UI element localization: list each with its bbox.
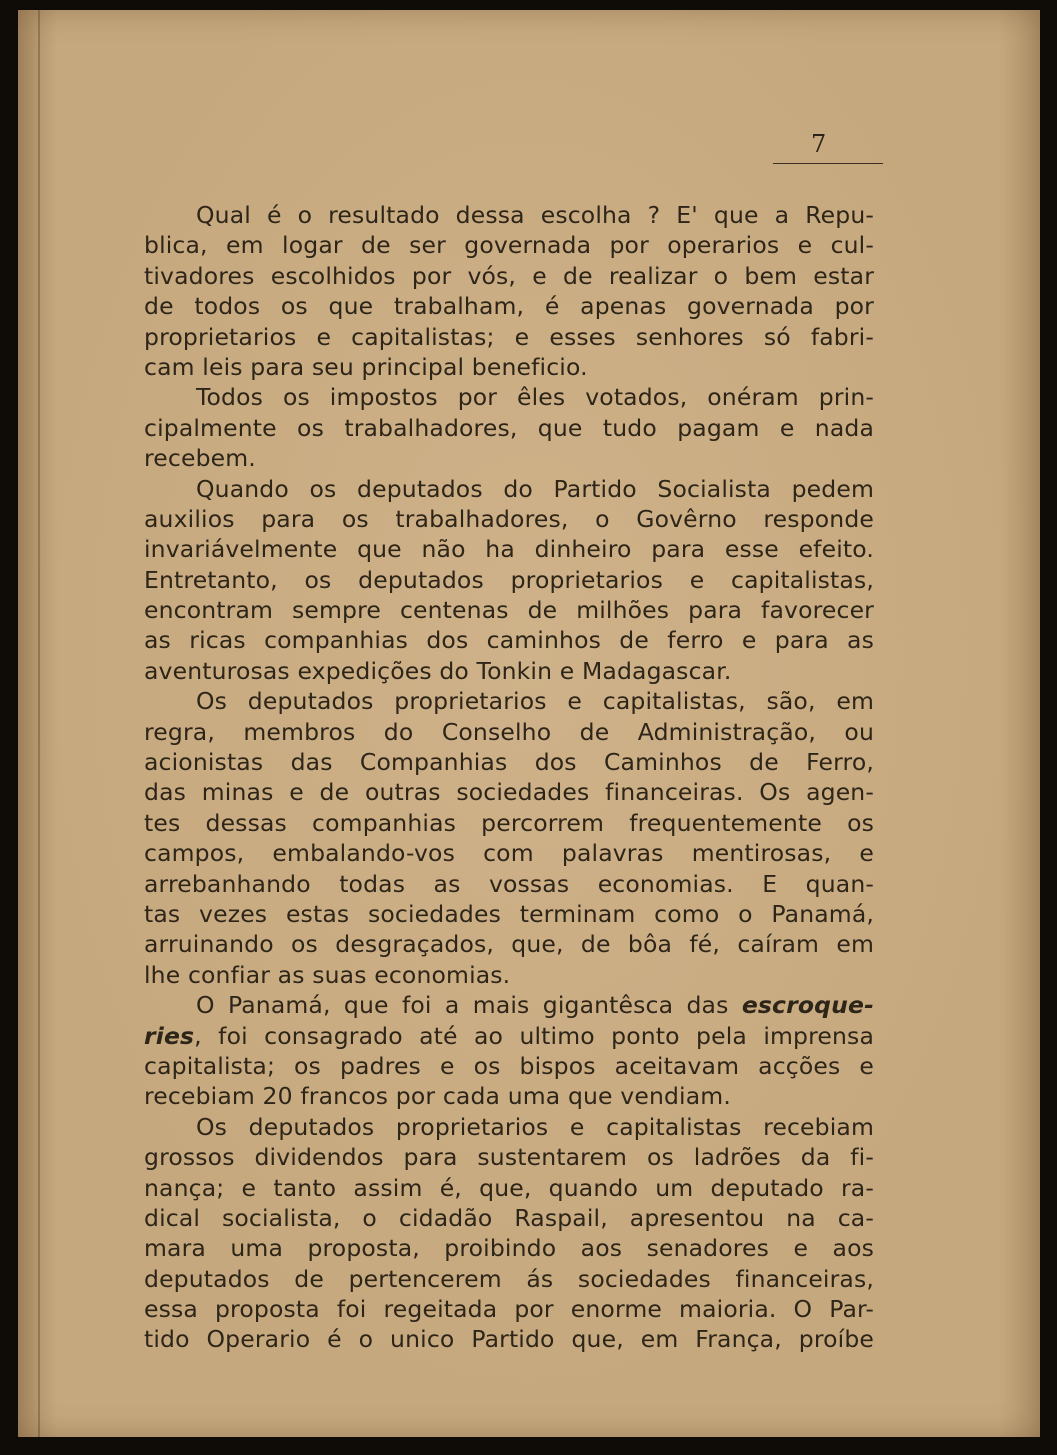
text-line-content: Os deputados proprietarios e capitalistas, são, em xyxy=(196,687,874,716)
text-line-content: , foi consagrado até ao ultimo ponto pela imprensa xyxy=(194,1021,874,1050)
text-line xyxy=(144,686,874,716)
text-line xyxy=(144,200,874,230)
text-line xyxy=(144,1021,874,1051)
text-line-content: encontram sempre centenas de milhões para favorecer xyxy=(144,596,874,625)
text-line xyxy=(144,1294,874,1324)
text-line-content: cipalmente os trabalhadores, que tudo pagam e nada xyxy=(144,413,874,442)
text-line-content: invariávelmente que não ha dinheiro para esse efeito. xyxy=(144,535,874,564)
binding-edge xyxy=(38,10,40,1437)
text-line-content: deputados de pertencerem ás sociedades financeiras, xyxy=(144,1264,874,1293)
text-line-content: aventurosas expedições do Tonkin e Madagascar. xyxy=(144,656,732,685)
text-line xyxy=(144,322,874,352)
text-line xyxy=(144,990,874,1020)
text-line xyxy=(144,291,874,321)
text-line-content: Qual é o resultado dessa escolha ? E' que a Repu- xyxy=(196,201,874,229)
text-line-content: mara uma proposta, proibindo aos senadores e aos xyxy=(144,1234,874,1263)
text-line xyxy=(144,1081,874,1111)
text-line-content: blica, em logar de ser governada por operarios e cul- xyxy=(144,231,874,260)
text-line xyxy=(144,838,874,868)
body-text xyxy=(144,200,874,1355)
text-line-content: de todos os que trabalham, é apenas governada por xyxy=(144,292,874,321)
page-number-rule xyxy=(773,163,883,164)
text-line xyxy=(144,717,874,747)
text-line xyxy=(144,1173,874,1203)
text-line xyxy=(144,899,874,929)
text-line xyxy=(144,504,874,534)
text-line xyxy=(144,595,874,625)
book-page xyxy=(18,10,1040,1437)
text-line-content: Entretanto, os deputados proprietarios e capitalistas, xyxy=(144,565,874,594)
text-line-content: grossos dividendos para sustentarem os ladrões da fi- xyxy=(144,1143,874,1172)
text-line-content: Os deputados proprietarios e capitalistas recebiam xyxy=(196,1112,874,1141)
text-line-content: recebiam 20 francos por cada uma que vendiam. xyxy=(144,1082,731,1111)
text-line-content: tes dessas companhias percorrem frequentemente os xyxy=(144,808,874,837)
text-line-content: as ricas companhias dos caminhos de ferro e para as xyxy=(144,626,874,655)
text-line xyxy=(144,625,874,655)
text-line-content: tas vezes estas sociedades terminam como o Panamá, xyxy=(144,899,874,928)
text-line xyxy=(144,1203,874,1233)
text-line xyxy=(144,534,874,564)
text-line xyxy=(144,1264,874,1294)
italic-word: escroque- xyxy=(741,991,874,1020)
text-line xyxy=(144,960,874,990)
text-line xyxy=(144,777,874,807)
text-line-content: capitalista; os padres e os bispos aceitavam acções e xyxy=(144,1051,874,1080)
text-line xyxy=(144,869,874,899)
text-line xyxy=(144,352,874,382)
text-line-content: das minas e de outras sociedades financeiras. Os agen- xyxy=(144,778,874,807)
text-line xyxy=(144,261,874,291)
text-line-content: recebem. xyxy=(144,444,256,473)
text-line xyxy=(144,929,874,959)
text-line xyxy=(144,443,874,473)
text-line-content: dical socialista, o cidadão Raspail, apresentou na ca- xyxy=(144,1203,874,1232)
text-line-content: proprietarios e capitalistas; e esses senhores só fabri- xyxy=(144,322,874,351)
text-line-content: lhe confiar as suas economias. xyxy=(144,960,511,989)
text-line-content: arruinando os desgraçados, que, de bôa fé, caíram em xyxy=(144,930,874,959)
text-line-content: essa proposta foi regeitada por enorme maioria. O Par- xyxy=(144,1295,874,1324)
text-line-content: auxilios para os trabalhadores, o Govêrno responde xyxy=(144,504,874,533)
text-line-content: acionistas das Companhias dos Caminhos de Ferro, xyxy=(144,748,874,777)
text-line xyxy=(144,230,874,260)
text-line-content: Todos os impostos por êles votados, onéram prin- xyxy=(196,383,874,412)
text-line xyxy=(144,1142,874,1172)
text-line xyxy=(144,1051,874,1081)
text-line-content: O Panamá, que foi a mais gigantêsca das xyxy=(196,991,742,1020)
text-line xyxy=(144,565,874,595)
text-line-content: tivadores escolhidos por vós, e de realizar o bem estar xyxy=(144,261,874,290)
text-line xyxy=(144,808,874,838)
text-line-content: arrebanhando todas as vossas economias. E quan- xyxy=(144,869,874,898)
text-line xyxy=(144,474,874,504)
text-line-content: tido Operario é o unico Partido que, em França, proíbe xyxy=(144,1325,874,1354)
text-line xyxy=(144,382,874,412)
text-line-content: regra, membros do Conselho de Administração, ou xyxy=(144,717,874,746)
text-line-content: Quando os deputados do Partido Socialista pedem xyxy=(196,474,874,503)
text-line xyxy=(144,413,874,443)
italic-word: ries xyxy=(144,1021,195,1050)
text-line xyxy=(144,1112,874,1142)
page-number: 7 xyxy=(811,130,827,158)
text-line xyxy=(144,1324,874,1354)
text-line-content: nança; e tanto assim é, que, quando um deputado ra- xyxy=(144,1173,874,1202)
text-line xyxy=(144,656,874,686)
text-line-content: cam leis para seu principal beneficio. xyxy=(144,352,588,381)
text-line-content: campos, embalando-vos com palavras mentirosas, e xyxy=(144,839,874,868)
text-line xyxy=(144,1233,874,1263)
text-line xyxy=(144,747,874,777)
